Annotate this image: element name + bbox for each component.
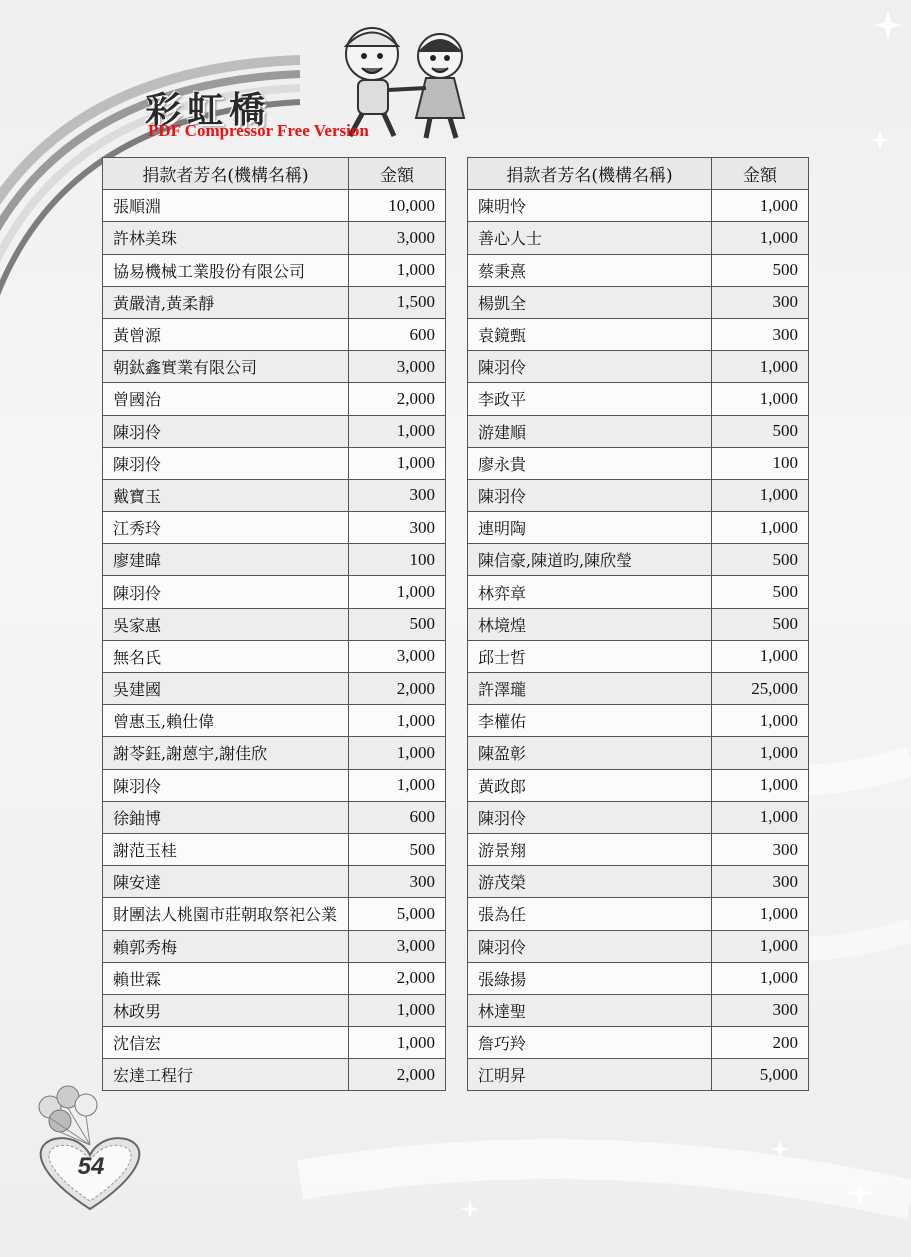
donor-name: 黃嚴清,黃柔靜 bbox=[103, 286, 349, 318]
donor-name: 楊凱全 bbox=[468, 286, 712, 318]
donor-name: 宏達工程行 bbox=[103, 1059, 349, 1091]
donation-amount: 5,000 bbox=[349, 898, 446, 930]
table-row bbox=[103, 286, 446, 318]
donor-name: 陳羽伶 bbox=[468, 351, 712, 383]
table-row bbox=[468, 640, 809, 672]
donation-amount: 1,000 bbox=[349, 254, 446, 286]
donor-name: 林政男 bbox=[103, 994, 349, 1026]
donation-amount: 500 bbox=[712, 544, 809, 576]
table-row bbox=[468, 673, 809, 705]
column-header-name: 捐款者芳名(機構名稱) bbox=[468, 158, 712, 190]
table-row bbox=[468, 544, 809, 576]
donor-name: 林弈章 bbox=[468, 576, 712, 608]
table-row bbox=[103, 415, 446, 447]
donor-name: 詹巧羚 bbox=[468, 1027, 712, 1059]
table-row bbox=[468, 737, 809, 769]
donor-name: 謝范玉桂 bbox=[103, 833, 349, 865]
donor-name: 黃政郎 bbox=[468, 769, 712, 801]
donor-name: 吳建國 bbox=[103, 673, 349, 705]
table-row bbox=[103, 576, 446, 608]
donor-name: 戴寶玉 bbox=[103, 479, 349, 511]
donor-name: 無名氏 bbox=[103, 640, 349, 672]
donation-amount: 2,000 bbox=[349, 1059, 446, 1091]
donation-amount: 1,000 bbox=[712, 962, 809, 994]
donor-name: 李政平 bbox=[468, 383, 712, 415]
table-row bbox=[468, 190, 809, 222]
donation-amount: 3,000 bbox=[349, 640, 446, 672]
donation-amount: 1,000 bbox=[349, 576, 446, 608]
table-row bbox=[103, 898, 446, 930]
donation-amount: 100 bbox=[349, 544, 446, 576]
donation-amount: 200 bbox=[712, 1027, 809, 1059]
donation-amount: 300 bbox=[712, 833, 809, 865]
donation-amount: 500 bbox=[712, 415, 809, 447]
donor-name: 曾國治 bbox=[103, 383, 349, 415]
donation-amount: 1,000 bbox=[712, 383, 809, 415]
donation-amount: 100 bbox=[712, 447, 809, 479]
table-row bbox=[103, 640, 446, 672]
donation-amount: 500 bbox=[349, 608, 446, 640]
donation-amount: 300 bbox=[349, 479, 446, 511]
donor-name: 陳明怜 bbox=[468, 190, 712, 222]
table-row bbox=[103, 318, 446, 350]
table-row bbox=[103, 1059, 446, 1091]
table-row bbox=[103, 383, 446, 415]
donor-name: 陳羽伶 bbox=[468, 801, 712, 833]
donation-amount: 1,000 bbox=[712, 930, 809, 962]
donor-name: 林達聖 bbox=[468, 994, 712, 1026]
donor-name: 沈信宏 bbox=[103, 1027, 349, 1059]
watermark-text: PDF Compressor Free Version bbox=[148, 121, 369, 140]
donation-amount: 1,000 bbox=[712, 479, 809, 511]
donor-name: 謝苓鈺,謝蒽宇,謝佳欣 bbox=[103, 737, 349, 769]
donor-name: 陳羽伶 bbox=[103, 447, 349, 479]
table-row bbox=[468, 254, 809, 286]
donation-amount: 1,000 bbox=[349, 705, 446, 737]
table-row bbox=[103, 351, 446, 383]
table-row bbox=[103, 930, 446, 962]
donor-name: 江明昇 bbox=[468, 1059, 712, 1091]
donor-name: 廖永貴 bbox=[468, 447, 712, 479]
donor-name: 陳羽伶 bbox=[103, 769, 349, 801]
donor-name: 陳盈彰 bbox=[468, 737, 712, 769]
table-row bbox=[103, 801, 446, 833]
donor-name: 許澤瓏 bbox=[468, 673, 712, 705]
donor-name: 邱士哲 bbox=[468, 640, 712, 672]
donation-amount: 2,000 bbox=[349, 962, 446, 994]
donor-name: 陳羽伶 bbox=[103, 576, 349, 608]
donation-amount: 300 bbox=[712, 318, 809, 350]
table-row bbox=[103, 254, 446, 286]
donation-amount: 1,000 bbox=[349, 769, 446, 801]
column-header-amount: 金額 bbox=[349, 158, 446, 190]
donor-name: 游建順 bbox=[468, 415, 712, 447]
donor-name: 連明陶 bbox=[468, 512, 712, 544]
table-row bbox=[468, 222, 809, 254]
donation-amount: 1,500 bbox=[349, 286, 446, 318]
donation-amount: 1,000 bbox=[712, 190, 809, 222]
table-row bbox=[103, 673, 446, 705]
donation-amount: 2,000 bbox=[349, 383, 446, 415]
table-row bbox=[103, 962, 446, 994]
table-row bbox=[103, 479, 446, 511]
donation-amount: 300 bbox=[712, 994, 809, 1026]
table-row bbox=[103, 769, 446, 801]
table-row bbox=[468, 479, 809, 511]
table-row bbox=[468, 286, 809, 318]
table-row bbox=[468, 1059, 809, 1091]
donation-amount: 1,000 bbox=[712, 801, 809, 833]
page-number: 54 bbox=[77, 1153, 105, 1180]
donor-name: 林境煌 bbox=[468, 608, 712, 640]
table-row bbox=[468, 608, 809, 640]
table-row bbox=[468, 866, 809, 898]
donor-name: 廖建暐 bbox=[103, 544, 349, 576]
table-row bbox=[468, 415, 809, 447]
donor-name: 徐鈾博 bbox=[103, 801, 349, 833]
donation-amount: 300 bbox=[712, 866, 809, 898]
donor-table-left bbox=[102, 157, 446, 1091]
donation-amount: 600 bbox=[349, 318, 446, 350]
page-title: 彩虹橋 bbox=[145, 89, 272, 131]
table-row bbox=[103, 1027, 446, 1059]
table-row bbox=[468, 994, 809, 1026]
donor-name: 財團法人桃園市莊朝取祭祀公業 bbox=[103, 898, 349, 930]
donor-name: 蔡秉熹 bbox=[468, 254, 712, 286]
donation-amount: 1,000 bbox=[712, 640, 809, 672]
table-row bbox=[103, 447, 446, 479]
donor-name: 善心人士 bbox=[468, 222, 712, 254]
table-row bbox=[468, 705, 809, 737]
donation-amount: 500 bbox=[712, 608, 809, 640]
donation-amount: 3,000 bbox=[349, 351, 446, 383]
donation-amount: 1,000 bbox=[712, 898, 809, 930]
donation-amount: 500 bbox=[712, 254, 809, 286]
donor-name: 賴世霖 bbox=[103, 962, 349, 994]
donation-amount: 10,000 bbox=[349, 190, 446, 222]
table-row bbox=[468, 930, 809, 962]
donation-amount: 600 bbox=[349, 801, 446, 833]
donation-amount: 1,000 bbox=[349, 994, 446, 1026]
donation-amount: 1,000 bbox=[349, 415, 446, 447]
table-row bbox=[103, 994, 446, 1026]
donation-amount: 500 bbox=[349, 833, 446, 865]
donation-amount: 1,000 bbox=[712, 769, 809, 801]
donation-amount: 1,000 bbox=[349, 737, 446, 769]
table-row bbox=[468, 833, 809, 865]
donor-name: 江秀玲 bbox=[103, 512, 349, 544]
donation-amount: 500 bbox=[712, 576, 809, 608]
donor-name: 張綠揚 bbox=[468, 962, 712, 994]
donation-amount: 1,000 bbox=[712, 222, 809, 254]
table-row bbox=[103, 544, 446, 576]
donation-amount: 2,000 bbox=[349, 673, 446, 705]
table-row bbox=[468, 318, 809, 350]
donor-name: 朝鈦鑫實業有限公司 bbox=[103, 351, 349, 383]
donation-amount: 300 bbox=[349, 866, 446, 898]
donor-name: 陳安達 bbox=[103, 866, 349, 898]
donor-name: 曾惠玉,賴仕偉 bbox=[103, 705, 349, 737]
table-row bbox=[468, 576, 809, 608]
column-header-name: 捐款者芳名(機構名稱) bbox=[103, 158, 349, 190]
table-row bbox=[103, 833, 446, 865]
table-row bbox=[103, 608, 446, 640]
donation-amount: 1,000 bbox=[712, 737, 809, 769]
donor-name: 游茂榮 bbox=[468, 866, 712, 898]
donor-name: 張為任 bbox=[468, 898, 712, 930]
donor-name: 協易機械工業股份有限公司 bbox=[103, 254, 349, 286]
donation-amount: 5,000 bbox=[712, 1059, 809, 1091]
table-row bbox=[468, 383, 809, 415]
donation-amount: 1,000 bbox=[349, 447, 446, 479]
table-row bbox=[103, 190, 446, 222]
donation-amount: 1,000 bbox=[712, 351, 809, 383]
table-row bbox=[468, 447, 809, 479]
donation-amount: 1,000 bbox=[349, 1027, 446, 1059]
donor-name: 黃曾源 bbox=[103, 318, 349, 350]
table-row bbox=[103, 737, 446, 769]
table-row bbox=[103, 222, 446, 254]
table-row bbox=[468, 898, 809, 930]
donor-name: 陳羽伶 bbox=[468, 479, 712, 511]
donation-amount: 1,000 bbox=[712, 705, 809, 737]
donation-amount: 3,000 bbox=[349, 222, 446, 254]
donor-name: 陳羽伶 bbox=[103, 415, 349, 447]
table-row bbox=[468, 801, 809, 833]
column-header-amount: 金額 bbox=[712, 158, 809, 190]
donation-amount: 300 bbox=[712, 286, 809, 318]
donor-name: 賴郭秀梅 bbox=[103, 930, 349, 962]
table-row bbox=[103, 705, 446, 737]
donor-name: 陳信豪,陳道昀,陳欣瑩 bbox=[468, 544, 712, 576]
donor-name: 吳家惠 bbox=[103, 608, 349, 640]
table-row bbox=[103, 866, 446, 898]
donor-table-right bbox=[467, 157, 809, 1091]
table-row bbox=[468, 512, 809, 544]
table-row bbox=[103, 512, 446, 544]
donation-amount: 300 bbox=[349, 512, 446, 544]
table-row bbox=[468, 769, 809, 801]
donor-name: 張順淵 bbox=[103, 190, 349, 222]
donation-amount: 1,000 bbox=[712, 512, 809, 544]
table-row bbox=[468, 1027, 809, 1059]
donation-amount: 25,000 bbox=[712, 673, 809, 705]
donation-amount: 3,000 bbox=[349, 930, 446, 962]
donor-name: 陳羽伶 bbox=[468, 930, 712, 962]
donor-name: 許林美珠 bbox=[103, 222, 349, 254]
heart-balloon-icon bbox=[30, 1085, 150, 1215]
donor-name: 游景翔 bbox=[468, 833, 712, 865]
donor-name: 袁鏡甄 bbox=[468, 318, 712, 350]
table-row bbox=[468, 962, 809, 994]
donor-name: 李權佑 bbox=[468, 705, 712, 737]
table-row bbox=[468, 351, 809, 383]
